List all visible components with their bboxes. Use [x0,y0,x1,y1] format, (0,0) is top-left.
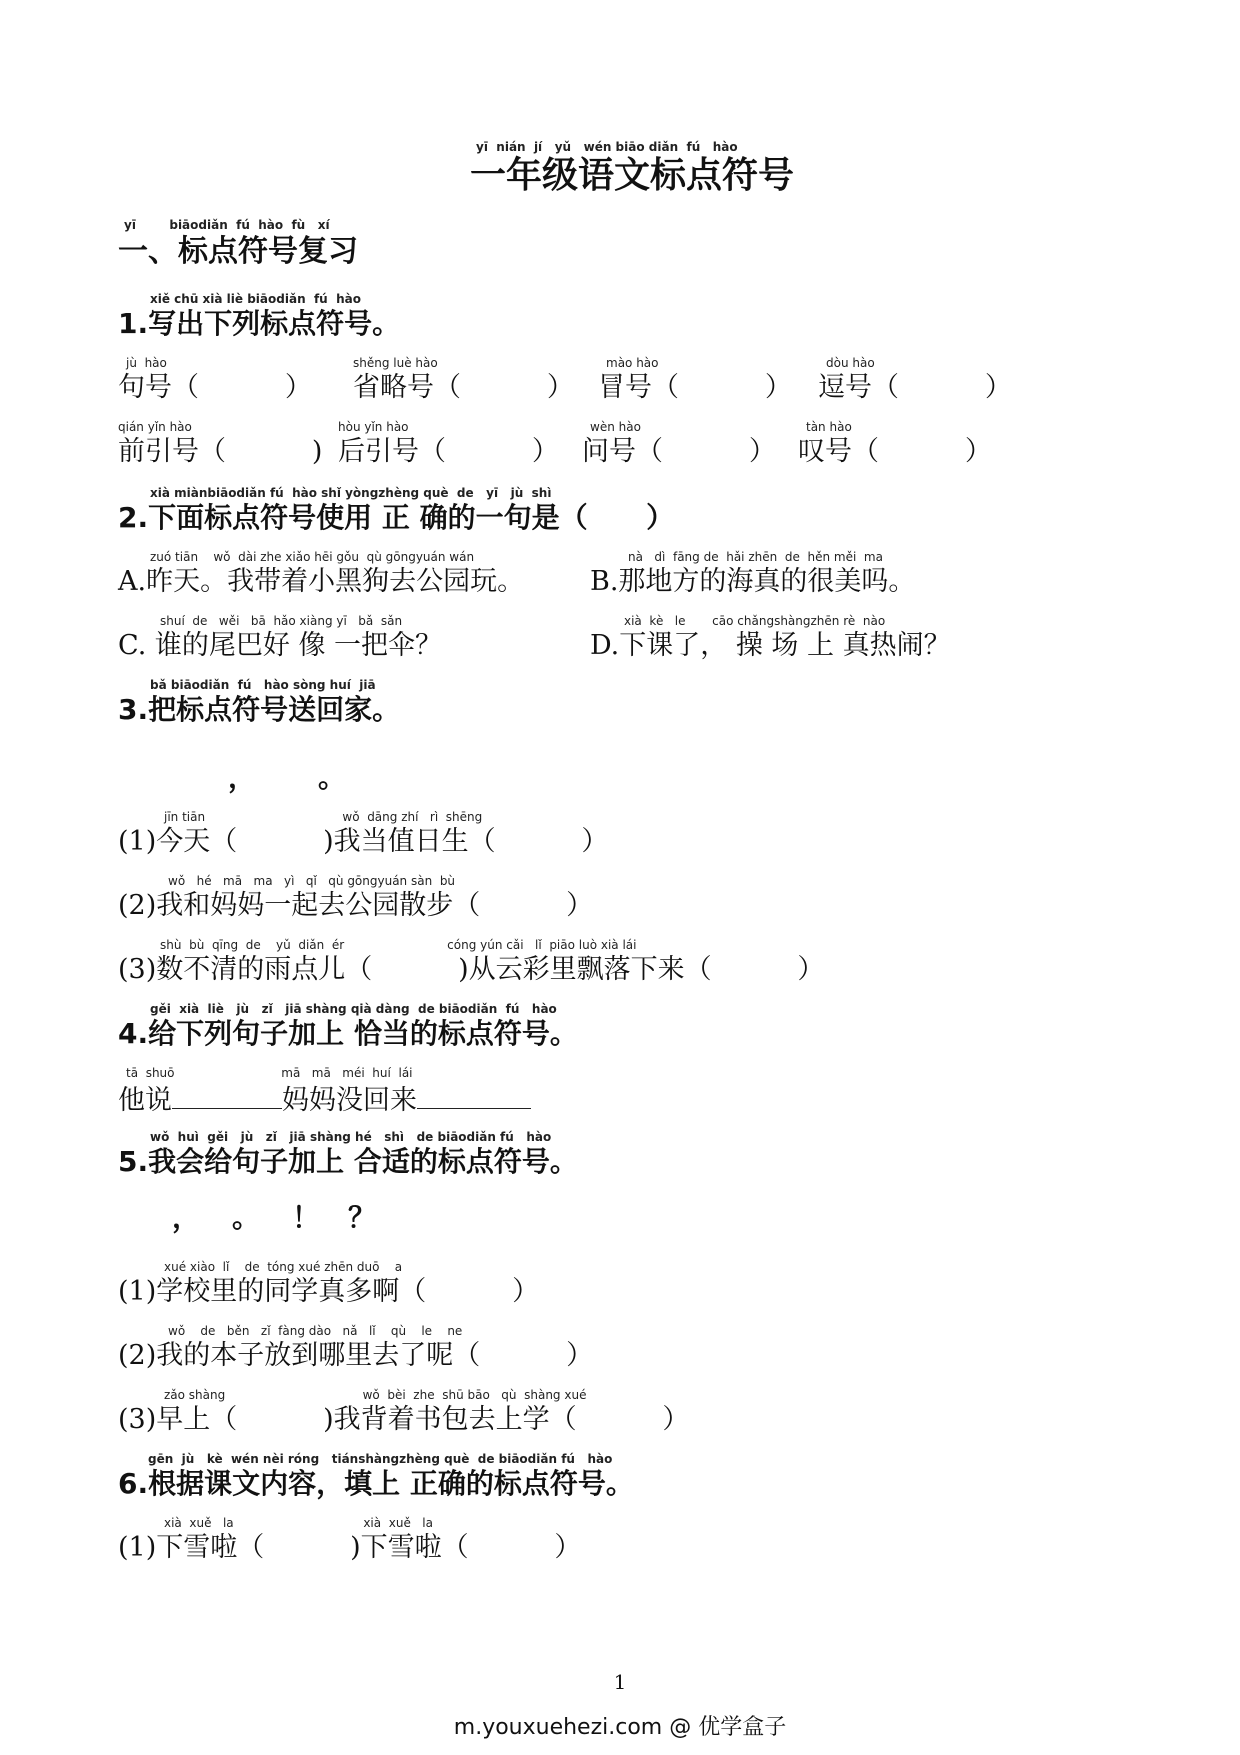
option-a: zuó tiān wǒ dài zhe xiǎo hēi gǒu qù gōngyuán wán A.昨天。我带着小黑狗去公园玩。 [118,550,525,597]
punctuation-mark-exclamation: ！ [292,1201,321,1234]
question-5-item-2: wǒ de běn zǐ fàng dào nǎ lǐ qù le ne (2)我的本子放到哪里去了呢（ ） [118,1324,594,1371]
punctuation-mark-comma: ， [172,1201,201,1234]
punctuation-mark-period: 。 [232,1201,261,1234]
blank-item: shěng luè hào 省略号（ ） [353,356,574,403]
question-1-heading: xiě chū xià liè biāodiǎn fú hào 1.写出下列标点符号。 [118,292,401,340]
blank-item: wèn hào 问号（ ） [582,420,776,467]
question-4-line: tā shuō mā mā méi huí lái 他说 妈妈没回来 [118,1066,531,1119]
blank-item: hòu yǐn hào 后引号（ ） [338,420,559,467]
site-watermark: m.youxuehezi.com @ 优学盒子 [453,1715,787,1740]
question-6-heading: gēn jù kè wén nèi róng tiánshàngzhèng què de biāodiǎn fú hào 6.根据课文内容，填上 正确的标点符号。 [118,1452,634,1500]
blank-item: tàn hào 叹号（ ） [798,420,992,467]
option-d: xià kè le cāo chǎngshàngzhēn rè nào D.下课了， 操 场 上 真热闹？ [590,614,951,661]
punctuation-mark-comma: ， [228,761,257,794]
question-3-item-2: wǒ hé mā ma yì qǐ qù gōngyuán sàn bù (2)我和妈妈一起去公园散步（ ） [118,874,594,921]
title-pinyin: yī nián jí yǔ wén biāo diǎn fú hào [476,140,738,154]
section-heading-block [118,218,358,272]
punctuation-mark-period: 。 [318,761,347,794]
question-3-item-3: shù bù qīng de yǔ diǎn ér cóng yún cǎi lǐ piāo luò xià lái (3)数不清的雨点儿（ )从云彩里飘落下来（ ） [118,938,825,985]
blank-item: jù hào 句号（ ） [118,356,312,403]
blank-item: dòu hào 逗号（ ） [818,356,1012,403]
punctuation-mark-question: ？ [348,1201,377,1234]
answer-blank[interactable] [417,1080,531,1109]
option-b: nà dì fāng de hǎi zhēn de hěn měi ma B.那地方的海真的很美吗。 [590,550,916,597]
page-number: 1 [613,1670,627,1694]
question-2-heading: xià miànbiāodiǎn fú hào shǐ yòngzhèng què de yī jù shì 2.下面标点符号使用 正 确的一句是（ ） [118,486,675,534]
page-title: 一年级语文标点符号 [470,155,795,196]
question-6-item-1: xià xuě la xià xuě la (1)下雪啦（ )下雪啦（ ） [118,1516,582,1563]
question-3-item-1: jīn tiān wǒ dāng zhí rì shēng (1)今天（ )我当值日生（ ） [118,810,609,857]
blank-item: qián yǐn hào 前引号（ ) [118,420,323,467]
question-3-heading: bǎ biāodiǎn fú hào sòng huí jiā 3.把标点符号送回家。 [118,678,401,726]
blank-item: mào hào 冒号（ ） [598,356,792,403]
question-4-heading: gěi xià liè jù zǐ jiā shàng qià dàng de biāodiǎn fú hào 4.给下列句子加上 恰当的标点符号。 [118,1002,578,1050]
question-5-item-1: xué xiào lǐ de tóng xué zhēn duō a (1)学校里的同学真多啊（ ） [118,1260,540,1307]
title-block [470,140,794,198]
question-5-item-3: zǎo shàng wǒ bèi zhe shū bāo qù shàng xué (3)早上（ )我背着书包去上学（ ） [118,1388,690,1435]
answer-blank[interactable] [172,1080,282,1109]
section-heading-pinyin: yī biāodiǎn fú hào fù xí [124,218,330,232]
question-5-heading: wǒ huì gěi jù zǐ jiā shàng hé shì de biāodiǎn fú hào 5.我会给句子加上 合适的标点符号。 [118,1130,578,1178]
section-heading: 一、标点符号复习 [118,234,358,269]
option-c: shuí de wěi bā hǎo xiàng yī bǎ sǎn C. 谁的尾巴好 像 一把伞？ [118,614,443,661]
